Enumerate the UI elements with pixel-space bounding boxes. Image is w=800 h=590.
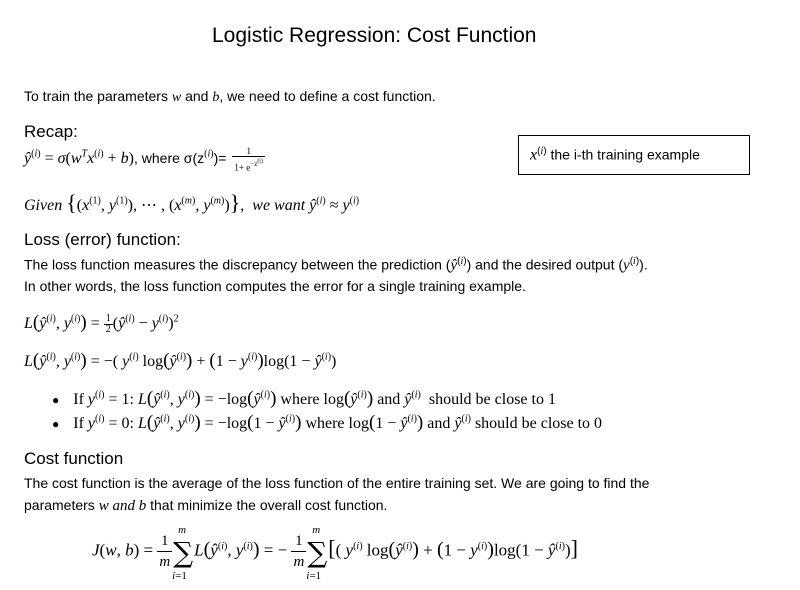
recap-equals: )= bbox=[213, 149, 227, 166]
intro-prefix: To train the parameters bbox=[24, 88, 172, 104]
sigmoid-numerator: 1 bbox=[232, 146, 265, 157]
we-want-label: we want bbox=[252, 197, 306, 214]
bullet2-and: and bbox=[427, 415, 451, 432]
cost-para-a: parameters bbox=[24, 497, 99, 513]
training-example-note-box bbox=[518, 135, 750, 175]
recap-where: , where σ(z bbox=[134, 149, 205, 166]
bullet1-where: where bbox=[280, 391, 320, 408]
page-title: Logistic Regression: Cost Function bbox=[212, 24, 537, 47]
bullet2-if: If bbox=[73, 415, 84, 432]
intro-suffix: , we need to define a cost function. bbox=[219, 88, 436, 104]
cost-heading: Cost function bbox=[24, 449, 124, 468]
intro-text bbox=[24, 88, 436, 106]
bullet1-tail: should be close to 1 bbox=[428, 391, 556, 408]
log-loss-equation: $L(ŷ^{(i)}$, $y^{(i)}$) = −( $y^{(i)}$ $\log(ŷ^{(i)}) + (1 - y^{(i)})\log(1$ − $ŷ^{(i)}$) bbox=[24, 350, 337, 371]
given-label: Given bbox=[24, 197, 63, 214]
cost-function-equation: J(w, b) = $\frac{1}{m}$ m ∑ i=1 $L(ŷ^{(i)}$, $y^{(i)}$) = − $\frac{1}{m}$ m ∑ i=1 [( $y^{(i)}$ $\log(ŷ^{(i)}) + (1 - y^{(i)})\log(1$ − $ŷ^{(i)}$)] bbox=[92, 523, 578, 582]
squared-error-equation: $L(ŷ^{(i)}$, $y^{(i)}$) = $\frac{1}{2}$ $(ŷ^{(i)} - y^{(i)})^2$ bbox=[24, 312, 179, 335]
loss-paragraph-line2: In other words, the loss function computes the error for a single training example. bbox=[24, 278, 526, 294]
cost-para-b: that minimize the overall cost function. bbox=[146, 497, 388, 513]
loss-paragraph-line1: The loss function measures the discrepancy between the prediction $(ŷ^{(i)})$ and the desired output $(y^{(i)})$. bbox=[24, 256, 648, 274]
note-text: the i-th training example bbox=[546, 146, 700, 163]
loss-para-c: ). bbox=[639, 256, 648, 273]
intro-w: w bbox=[171, 90, 182, 105]
cost-para-math: w and b bbox=[98, 498, 147, 514]
cost-paragraph-line2 bbox=[24, 497, 387, 515]
recap-given-line: Given {($x^{(1)}$, $y^{(1)}$), ⋯ , ($x^{(m)}$, $y^{(m)}$)}, we want $ŷ^{(i)} \approx y^{(i)}$ bbox=[24, 190, 360, 215]
loss-heading: Loss (error) function: bbox=[24, 230, 181, 249]
sum-symbol-2: m ∑ i=1 bbox=[306, 523, 328, 582]
loss-para-a: The loss function measures the discrepancy between the prediction ( bbox=[24, 256, 451, 273]
bullet1-if: If bbox=[73, 391, 84, 408]
bullet2-tail: should be close to 0 bbox=[474, 415, 603, 432]
intro-and: and bbox=[181, 88, 213, 104]
intro-b: b bbox=[212, 90, 220, 105]
loss-para-b: ) and the desired output ( bbox=[466, 256, 624, 273]
bullet2-where: where bbox=[305, 415, 345, 432]
cost-paragraph-line1: The cost function is the average of the loss function of the entire training set. We are going to find the bbox=[24, 475, 650, 491]
bullet-y-equals-1: ● If $y^{(i)} = 1$: $L(ŷ^{(i)}$, $y^{(i)}$) = $-\log(ŷ^{(i)})$ where $\log(ŷ^{(i)})$ and $ŷ^{(i)}$ should be close to 1 bbox=[52, 388, 556, 409]
recap-heading: Recap: bbox=[24, 122, 78, 141]
training-example-note: $x^{(i)}$ the i-th training example bbox=[530, 146, 700, 164]
sum-symbol: m ∑ i=1 bbox=[172, 523, 194, 582]
sigmoid-fraction: $\frac{1}{1+ e^{-z^{(i)}}}$ bbox=[234, 146, 263, 173]
bullet-y-equals-0: ● If $y^{(i)} = 0$: $L(ŷ^{(i)}$, $y^{(i)}) = -\log(1$ − $ŷ^{(i)}$) where $\log(1 - ŷ^{(i)})$ and $ŷ^{(i)}$ should be close to 0 bbox=[52, 412, 603, 433]
recap-sigmoid-equation: $ŷ^{(i)} = \sigma(w^Tx^{(i)} + b)$, where $\sigma(z^{(i)})=$ $\frac{1}{1+ e^{-z^{(i)}}}$ bbox=[24, 146, 263, 173]
bullet1-and: and bbox=[377, 391, 401, 408]
sigmoid-denominator: 1+ e bbox=[234, 162, 251, 173]
